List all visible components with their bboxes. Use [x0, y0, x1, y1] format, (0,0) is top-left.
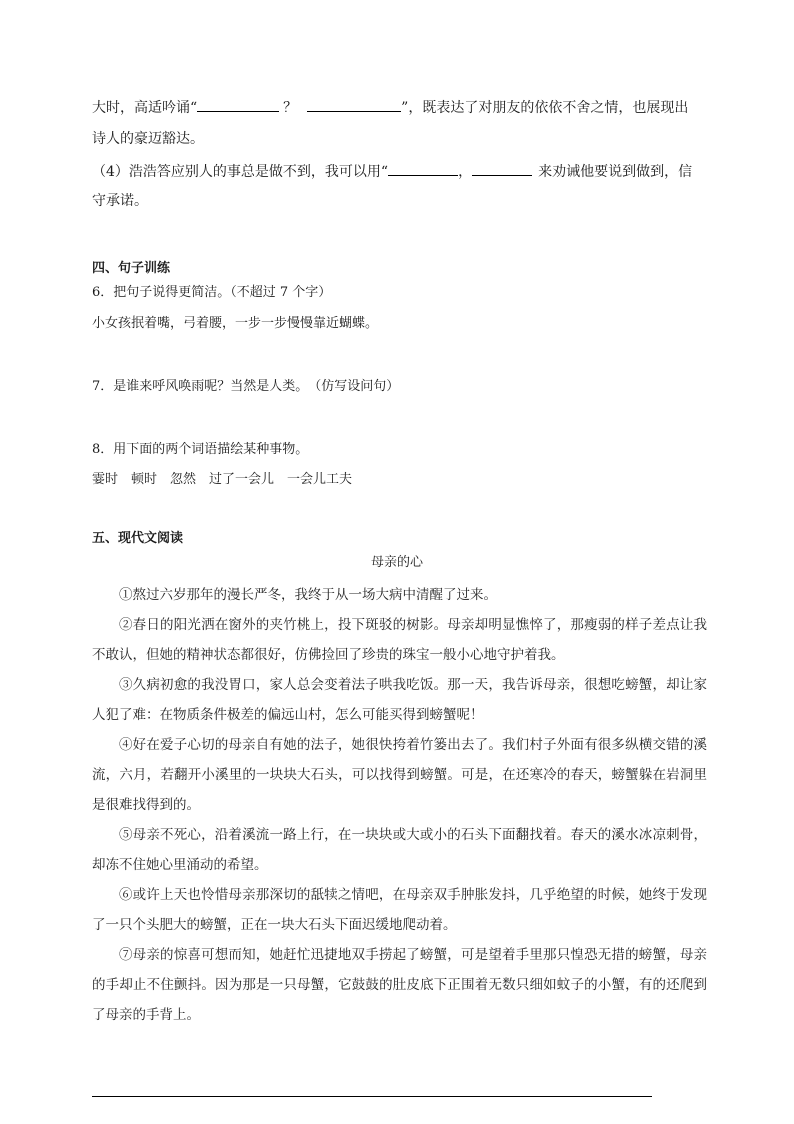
question-4-comma: ， — [458, 164, 473, 180]
question-4-line-2: 守承诺。 — [92, 193, 148, 209]
reading-passage — [92, 580, 707, 1030]
paragraph-7: ⑦母亲的惊喜可想而知，她赶忙迅捷地双手捞起了螃蟹，可是望着手里那只惶恐无措的螃蟹，母亲的手却止不住颤抖。因为那是一只母蟹，它鼓鼓的肚皮底下正围着无数只细如蚊子的小蟹，有的还爬到了母亲的手背上。 — [92, 947, 707, 1023]
question-8: 8．用下面的两个词语描绘某种事物。 — [92, 442, 309, 457]
poem-line-2: 诗人的豪迈豁达。 — [92, 131, 204, 147]
poem-line-1-prefix: 大时，高适吟诵“ — [92, 100, 198, 116]
answer-blank-4[interactable] — [472, 161, 532, 176]
answer-blank-2[interactable] — [307, 97, 401, 112]
section-5-heading: 五、现代文阅读 — [92, 531, 184, 546]
question-6: 6．把句子说得更简洁。（不超过 7 个字） — [92, 285, 332, 300]
poem-line-1-suffix: ”，既表达了对朋友的依依不舍之情，也展现出 — [401, 100, 689, 116]
question-4-prefix: （4）浩浩答应别人的事总是做不到，我可以用“ — [92, 164, 389, 180]
answer-blank-3[interactable] — [388, 161, 458, 176]
question-4-line-1 — [92, 161, 692, 182]
question-8-words: 霎时 顿时 忽然 过了一会儿 一会儿工夫 — [92, 472, 353, 487]
paragraph-2: ②春日的阳光洒在窗外的夹竹桃上，投下斑驳的树影。母亲却明显憔悴了，那瘦弱的样子差点让我不敢认，但她的精神状态都很好，仿佛捡回了珍贵的珠宝一般小心地守护着我。 — [92, 617, 707, 663]
footer-divider — [92, 1096, 652, 1097]
paragraph-3: ③久病初愈的我没胃口，家人总会变着法子哄我吃饭。那一天，我告诉母亲，很想吃螃蟹，却让家人犯了难：在物质条件极差的偏远山村，怎么可能买得到螃蟹呢！ — [92, 677, 707, 723]
paragraph-4: ④好在爱子心切的母亲自有她的法子，她很快挎着竹篓出去了。我们村子外面有很多纵横交错的溪流，六月，若翻开小溪里的一块块大石头，可以找得到螃蟹。可是，在还寒冷的春天，螃蟹躲在岩洞里是很难找得到的。 — [92, 737, 707, 813]
paragraph-6: ⑥或许上天也怜惜母亲那深切的舐犊之情吧，在母亲双手肿胀发抖，几乎绝望的时候，她终于发现了一只个头肥大的螃蟹，正在一块大石头下面迟缓地爬动着。 — [92, 887, 707, 933]
answer-blank-1[interactable] — [197, 97, 279, 112]
poem-question-mark: ？ — [283, 100, 298, 116]
paragraph-5: ⑤母亲不死心，沿着溪流一路上行，在一块块或大或小的石头下面翻找着。春天的溪水冰凉刺骨，却冻不住她心里涌动的希望。 — [92, 827, 707, 873]
question-6-sentence: 小女孩抿着嘴，弓着腰，一步一步慢慢靠近蝴蝶。 — [92, 316, 379, 331]
question-7: 7．是谁来呼风唤雨呢？当然是人类。 （仿写设问句） — [92, 379, 400, 394]
poem-line-1 — [92, 97, 688, 118]
question-4-suffix: 来劝诫他要说到做到，信 — [538, 164, 693, 180]
paragraph-1: ①熬过六岁那年的漫长严冬，我终于从一场大病中清醒了过来。 — [119, 587, 497, 603]
section-4-heading: 四、句子训练 — [92, 261, 171, 276]
reading-title: 母亲的心 — [370, 555, 423, 570]
